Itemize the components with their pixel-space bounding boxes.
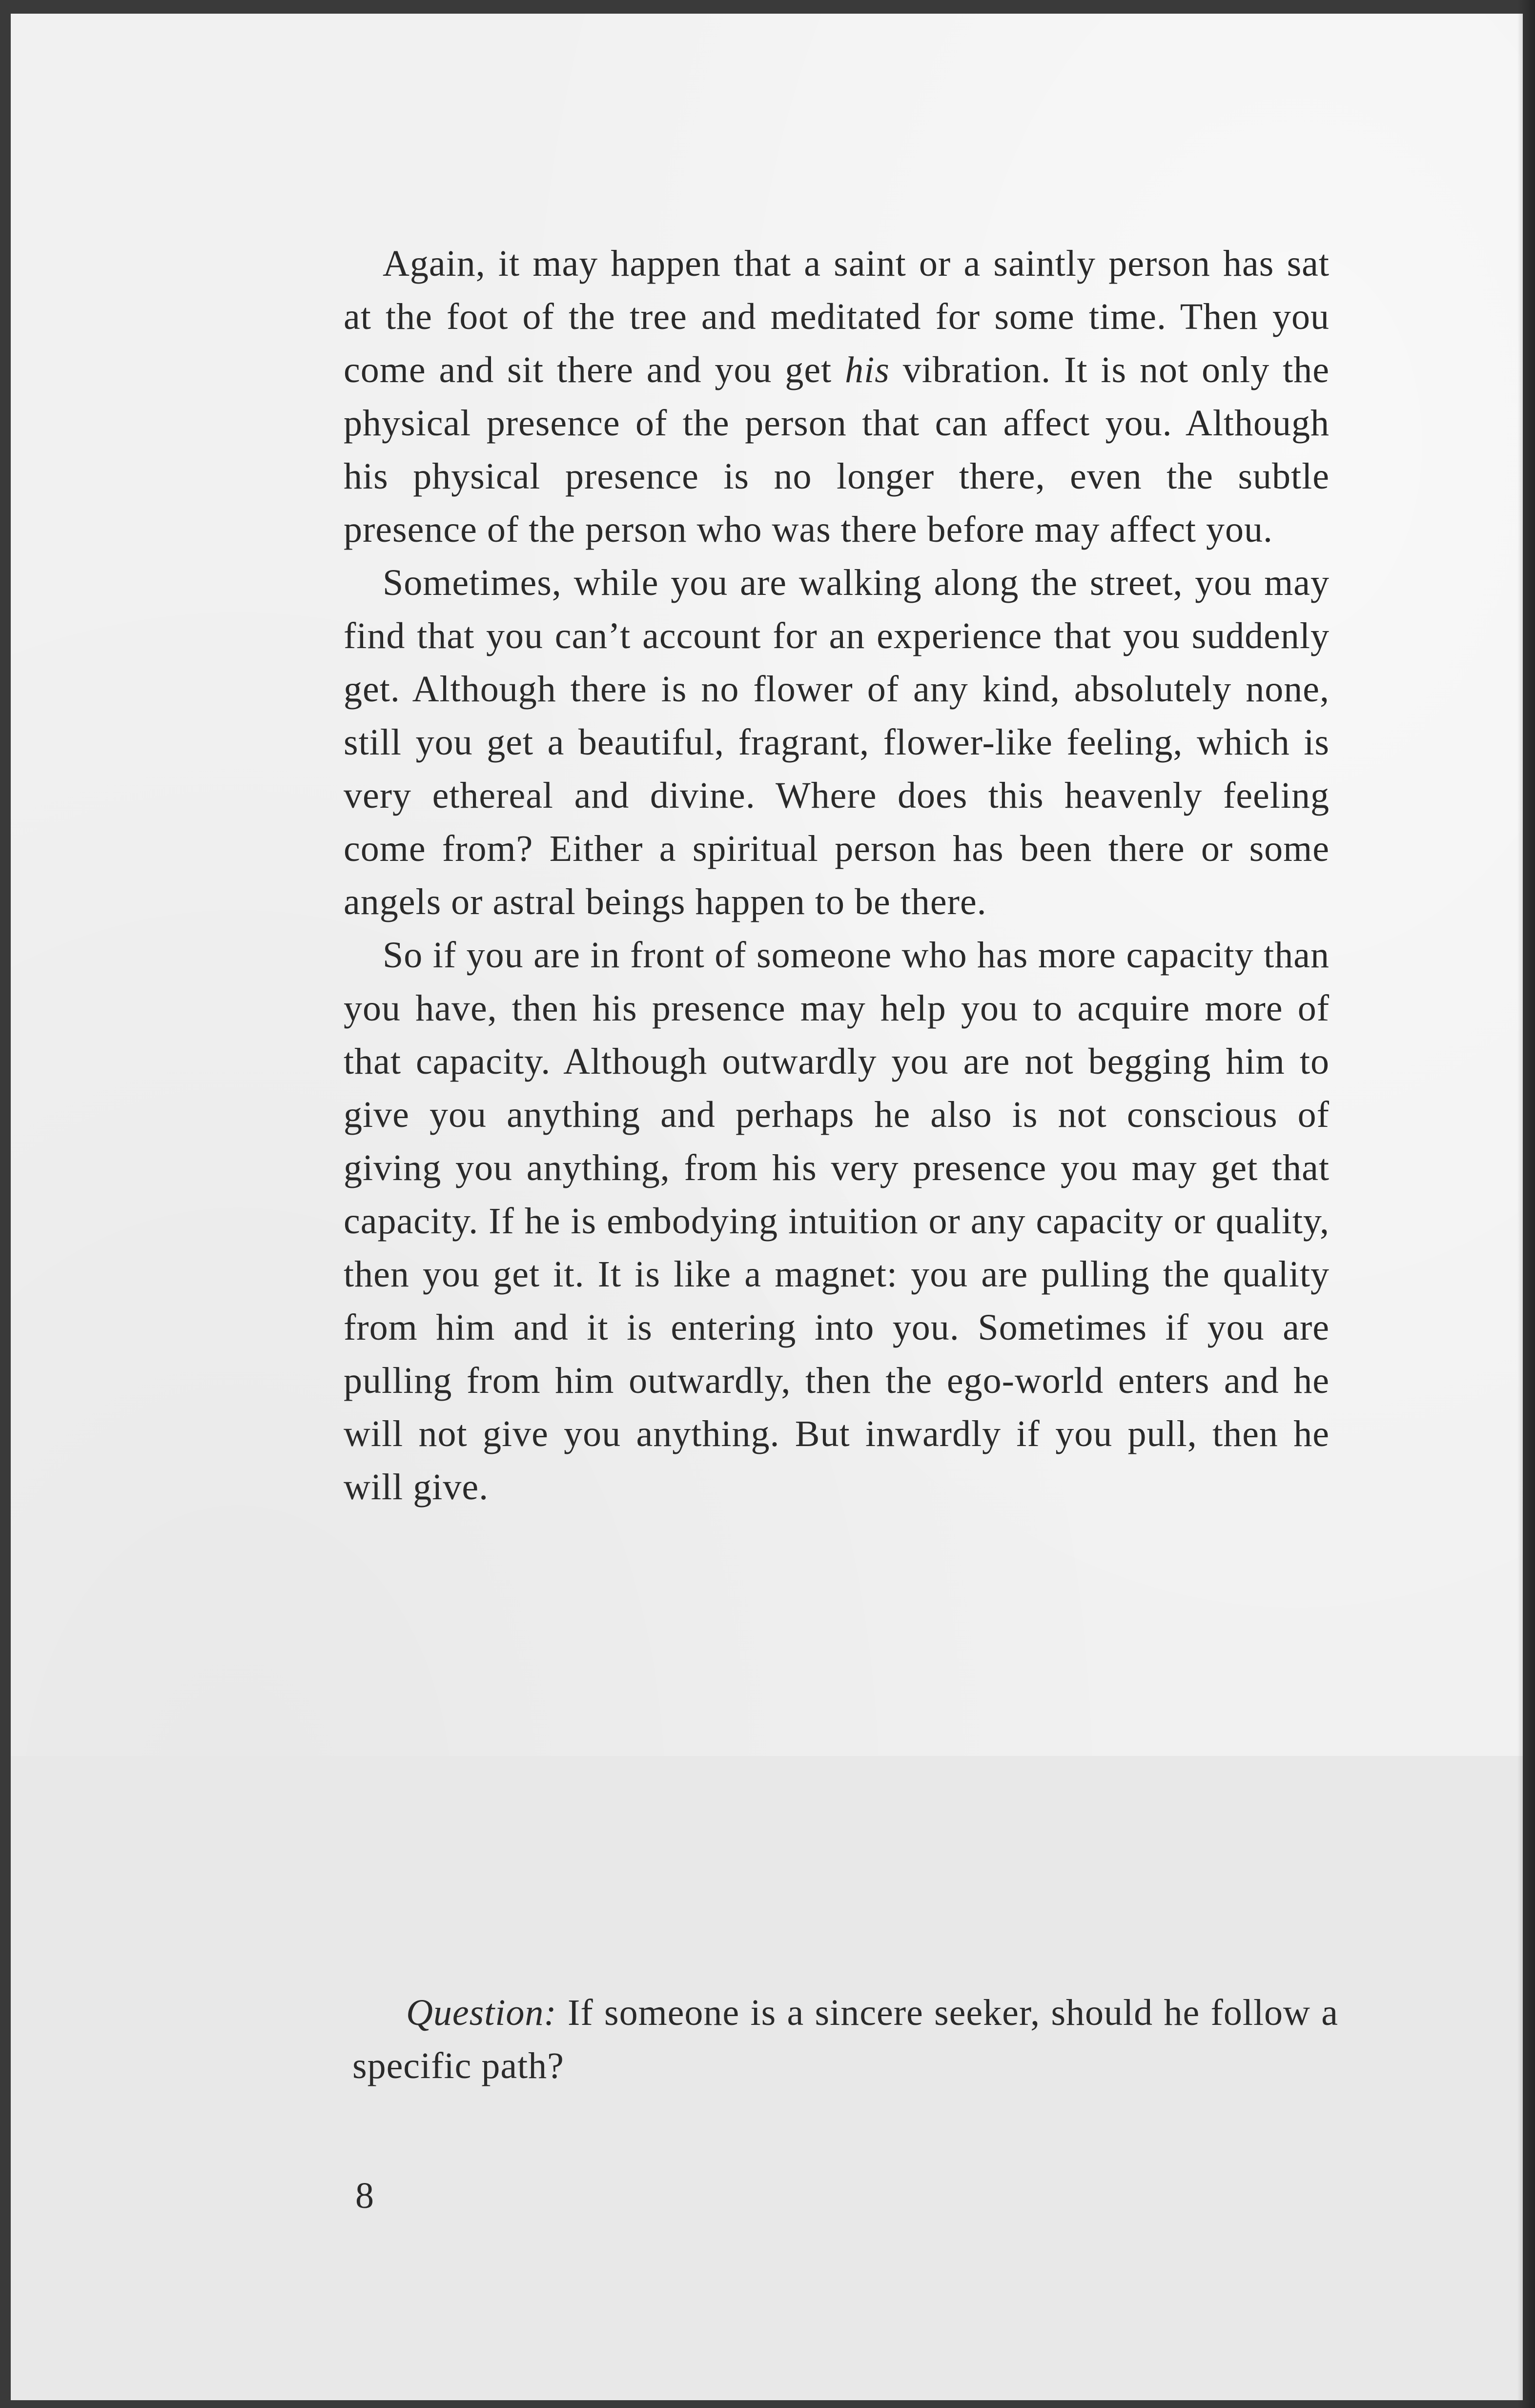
paragraph-1 xyxy=(344,237,1330,556)
question xyxy=(352,1986,1338,2093)
paragraph-1-before: Again, it may happen that a saint or a saintly person has sat at the foot of the tree and meditated for some time. Then you come and sit there and you get xyxy=(344,243,1330,390)
body-text xyxy=(344,237,1330,1514)
right-edge-shadow xyxy=(1517,0,1535,2408)
page-number: 8 xyxy=(355,2175,374,2216)
paragraph-1-after: vibration. It is not only the physical presence of the person that can affect you. Although his physical presence is no longer there, even the subtle presence of the person who was there before may affect you. xyxy=(344,349,1330,550)
question-text: If someone is a sincere seeker, should he follow a specific path? xyxy=(352,1992,1338,2086)
paragraph-3: So if you are in front of someone who has more capacity than you have, then his presence may help you to acquire more of that capacity. Although outwardly you are not begging him to give you anything and perhaps he also is not conscious of giving you anything, from his very presence you may get that capacity. If he is embodying intuition or any capacity or quality, then you get it. It is like a magnet: you are pulling the quality from him and it is entering into you. Sometimes if you are pulling from him outwardly, then the ego-world enters and he will not give you anything. But inwardly if you pull, then he will give. xyxy=(344,935,1330,1508)
paragraph-1-emphasis: his xyxy=(845,349,890,390)
question-label: Question: xyxy=(406,1992,557,2033)
book-page xyxy=(11,14,1523,2400)
paragraph-2: Sometimes, while you are walking along the street, you may find that you can’t account for an experience that you suddenly get. Although there is no flower of any kind, absolutely none, still you get a beautiful, fragrant, flower-like feeling, which is very ethereal and divine. Where does this heavenly feeling come from? Either a spiritual person has been there or some angels or astral beings happen to be there. xyxy=(344,562,1330,922)
